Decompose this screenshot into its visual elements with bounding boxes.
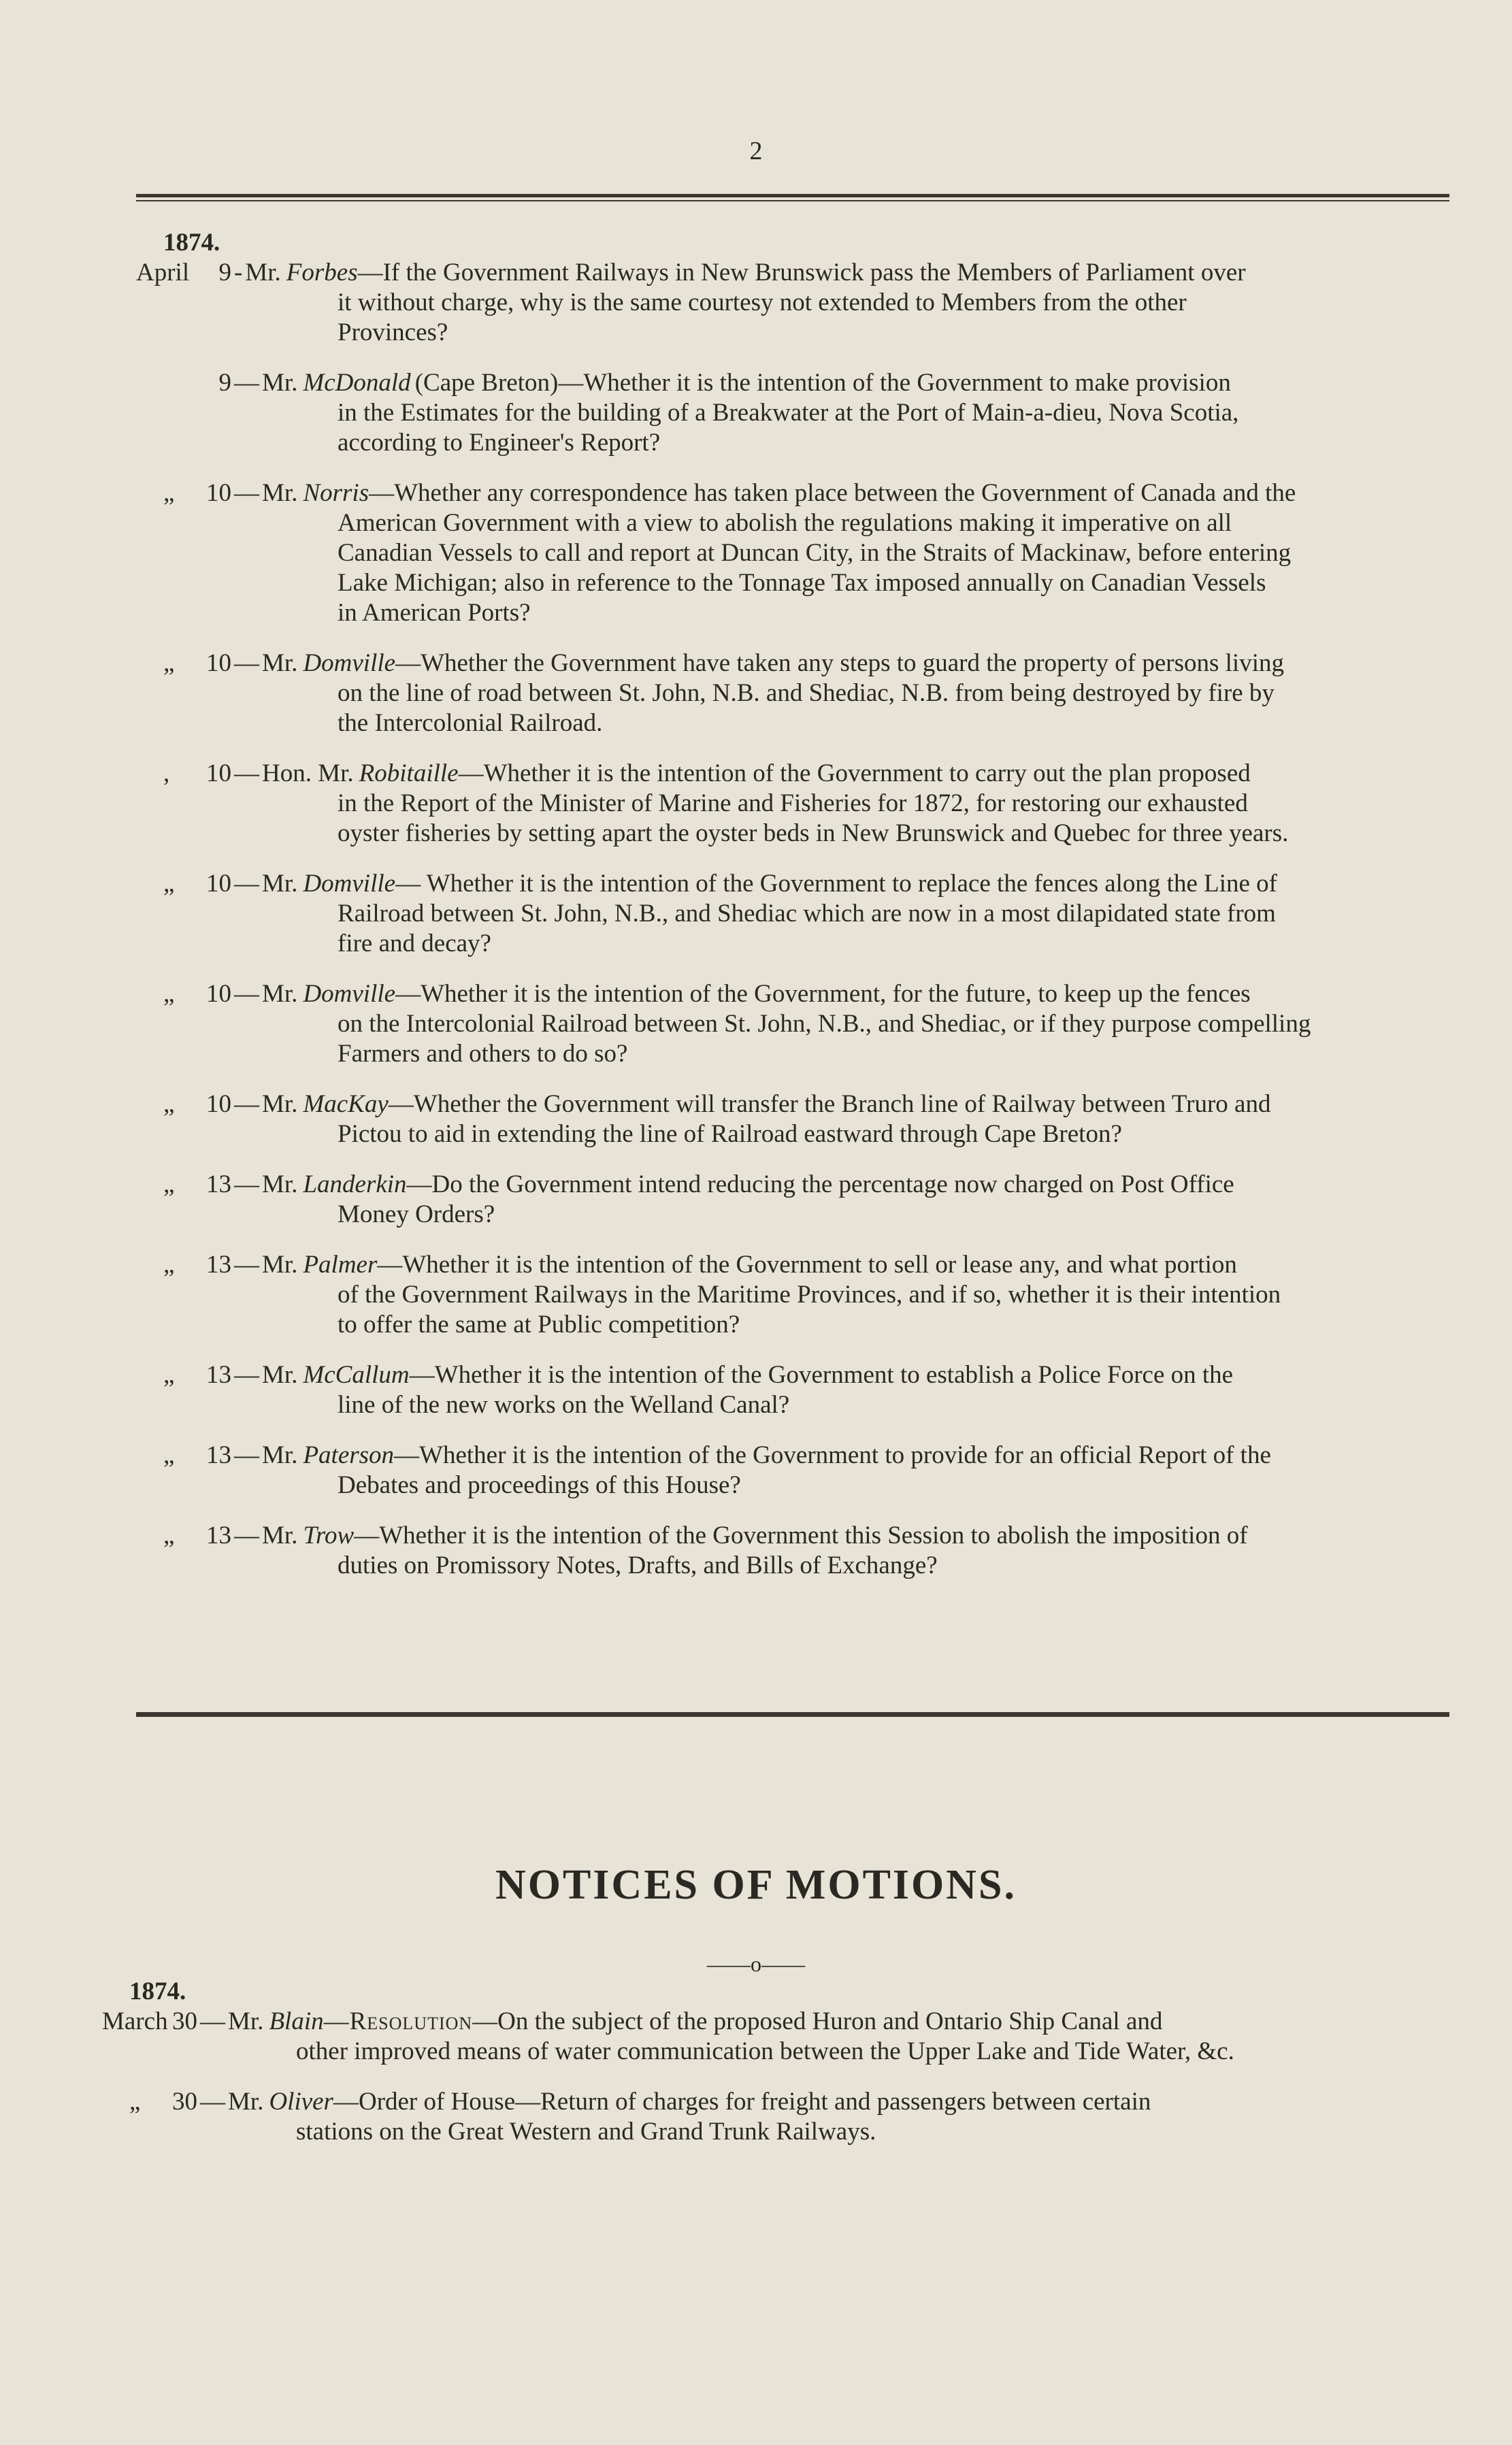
motions-list <box>102 1977 1419 2167</box>
entry-dash: — <box>234 649 259 677</box>
entry-text-line: —Whether it is the intention of the Government to carry out the plan proposed <box>458 759 1251 787</box>
entry-head <box>102 2087 1419 2117</box>
entry-day: 10 <box>206 479 231 507</box>
member-name: Domville <box>303 980 396 1008</box>
member-title: Mr. <box>262 1090 298 1118</box>
entry-dash: — <box>234 1522 259 1549</box>
entry-head <box>136 258 1453 288</box>
section-rule <box>136 1709 1449 1717</box>
member-title: Mr. <box>262 1441 298 1469</box>
entry <box>136 759 1453 849</box>
entry-text-line: on the line of road between St. John, N.B. and Shediac, N.B. from being destroyed by fire by <box>338 679 1275 707</box>
entry-month: „ <box>163 870 175 898</box>
member-name: Robitaille <box>359 759 459 787</box>
member-name: Oliver <box>269 2088 333 2116</box>
member-title: Hon. Mr. <box>262 759 354 787</box>
entry-day: 10 <box>206 759 231 787</box>
member-title: Mr. <box>245 259 281 286</box>
entry-month: „ <box>129 2088 141 2116</box>
entry-dash: — <box>234 479 259 507</box>
entry-day: 9 <box>218 369 231 397</box>
member-title: Mr. <box>262 1251 298 1279</box>
entry <box>136 979 1453 1069</box>
member-title: Mr. <box>262 1361 298 1389</box>
entry-day: 13 <box>206 1361 231 1389</box>
member-title: Mr. <box>262 1170 298 1198</box>
entry-month: „ <box>163 1361 175 1389</box>
entry-head <box>136 979 1453 1009</box>
entry-dash: — <box>234 759 259 787</box>
member-title: Mr. <box>228 2007 264 2035</box>
entry-day: 30 <box>172 2088 197 2116</box>
member-name: Norris <box>303 479 369 507</box>
member-constituency: (Cape Breton) <box>414 369 559 397</box>
entry-text-line: —Whether it is the intention of the Government to provide for an official Report of the <box>394 1441 1271 1469</box>
entry-month: „ <box>163 1170 175 1198</box>
entry-text-line: Money Orders? <box>338 1200 495 1228</box>
entry-head <box>136 368 1453 398</box>
entry-head <box>136 1170 1453 1200</box>
entry-dash: — <box>234 1441 259 1469</box>
entry <box>136 1170 1453 1230</box>
entry <box>136 649 1453 738</box>
entry-dash: — <box>234 870 259 898</box>
entry-text-line: oyster fisheries by setting apart the oyster beds in New Brunswick and Quebec for three years. <box>338 819 1289 847</box>
entry-text-line: Farmers and others to do so? <box>338 1040 628 1068</box>
page-number: 2 <box>749 137 763 165</box>
entry-text-line: of the Government Railways in the Maritime Provinces, and if so, whether it is their intention <box>338 1281 1281 1309</box>
member-name: Domville <box>303 870 396 898</box>
entry-text-line: American Government with a view to abolish the regulations making it imperative on all <box>338 509 1232 537</box>
entry <box>136 869 1453 959</box>
entry <box>136 1441 1453 1500</box>
entry-dash: — <box>234 369 259 397</box>
entry-text-line: duties on Promissory Notes, Drafts, and Bills of Exchange? <box>338 1552 938 1579</box>
entry-month: „ <box>163 479 175 507</box>
entry-text-line: —On the subject of the proposed Huron and Ontario Ship Canal and <box>472 2007 1163 2035</box>
entry-text-line: line of the new works on the Welland Canal? <box>338 1391 790 1419</box>
entry-text-line: —Whether it is the intention of the Government to sell or lease any, and what portion <box>377 1251 1237 1279</box>
entry-text-line: the Intercolonial Railroad. <box>338 709 603 737</box>
entry-text-line: fire and decay? <box>338 930 491 957</box>
entry-head <box>136 1521 1453 1551</box>
entry <box>136 1089 1453 1149</box>
entry-text-line: —Whether the Government have taken any steps to guard the property of persons living <box>395 649 1284 677</box>
entry-month: March <box>102 2007 168 2035</box>
entry <box>136 478 1453 628</box>
entry-text-line: Pictou to aid in extending the line of Railroad eastward through Cape Breton? <box>338 1120 1122 1148</box>
member-name: Landerkin <box>303 1170 407 1198</box>
entry-head <box>136 1250 1453 1280</box>
member-name: Palmer <box>303 1251 378 1279</box>
entry-day: 13 <box>206 1170 231 1198</box>
member-title: Mr. <box>262 649 298 677</box>
entry-head <box>136 869 1453 899</box>
member-name: Forbes <box>286 259 358 286</box>
entry-text-line: —Whether the Government will transfer the Branch line of Railway between Truro and <box>388 1090 1271 1118</box>
entry-text-line: Canadian Vessels to call and report at Duncan City, in the Straits of Mackinaw, before entering <box>338 539 1292 567</box>
entry-text-line: according to Engineer's Report? <box>338 429 661 457</box>
entry-day: 10 <box>206 870 231 898</box>
entry-text-line: Railroad between St. John, N.B., and Shediac which are now in a most dilapidated state from <box>338 900 1276 928</box>
entry-text-line: to offer the same at Public competition? <box>338 1311 740 1339</box>
entry <box>136 368 1453 458</box>
entry-head <box>136 1089 1453 1119</box>
entry <box>136 1521 1453 1581</box>
entry <box>136 1250 1453 1340</box>
entry-text-line: —Whether any correspondence has taken place between the Government of Canada and the <box>369 479 1296 507</box>
entry <box>136 1360 1453 1420</box>
entry <box>102 2087 1419 2147</box>
entry-day: 10 <box>206 649 231 677</box>
member-title: Mr. <box>262 980 298 1008</box>
entry <box>102 2007 1419 2067</box>
entry-head <box>102 2007 1419 2037</box>
entry-month: „ <box>163 1251 175 1279</box>
entry-day: 10 <box>206 1090 231 1118</box>
entry-text-line: —Whether it is the intention of the Government this Session to abolish the imposition of <box>354 1522 1248 1549</box>
member-name: Domville <box>303 649 396 677</box>
entry-day: 13 <box>206 1441 231 1469</box>
entry-month: „ <box>163 1522 175 1549</box>
entry-text-line: —Do the Government intend reducing the percentage now charged on Post Office <box>406 1170 1234 1198</box>
entry-dash: — <box>234 1251 259 1279</box>
entry-text-line: —If the Government Railways in New Brunswick pass the Members of Parliament over <box>357 259 1246 286</box>
entry-month: „ <box>163 1441 175 1469</box>
member-title: Mr. <box>262 1522 298 1549</box>
entry-dash: — <box>234 1170 259 1198</box>
entry-month: , <box>163 759 170 787</box>
entry-text-line: —Whether it is the intention of the Government, for the future, to keep up the fences <box>395 980 1251 1008</box>
motion-type: —Resolution <box>323 2007 473 2035</box>
motions-heading: NOTICES OF MOTIONS. <box>495 1862 1017 1908</box>
top-rule <box>136 194 1449 201</box>
member-name: McDonald <box>303 369 411 397</box>
entry-text-line: —Whether it is the intention of the Government to establish a Police Force on the <box>409 1361 1234 1389</box>
questions-year: 1874. <box>163 229 220 257</box>
member-name: McCallum <box>303 1361 410 1389</box>
entry-dash: — <box>234 1090 259 1118</box>
member-title: Mr. <box>262 369 298 397</box>
entry-text-line: in the Report of the Minister of Marine and Fisheries for 1872, for restoring our exhausted <box>338 789 1248 817</box>
entry-dash: — <box>234 980 259 1008</box>
member-title: Mr. <box>228 2088 264 2116</box>
member-name: Trow <box>303 1522 355 1549</box>
entry-text-line: it without charge, why is the same courtesy not extended to Members from the other <box>338 289 1187 316</box>
entry-dash: - <box>234 259 243 286</box>
entry <box>136 258 1453 348</box>
entry-head <box>136 1441 1453 1471</box>
member-title: Mr. <box>262 479 298 507</box>
member-name: MacKay <box>303 1090 389 1118</box>
entry-month: „ <box>163 980 175 1008</box>
entry-dash: — <box>200 2088 225 2116</box>
entry-text-line: Debates and proceedings of this House? <box>338 1471 741 1499</box>
entry-month: „ <box>163 649 175 677</box>
entry-head <box>136 649 1453 678</box>
entry-dash: — <box>234 1361 259 1389</box>
entry-text-line: Provinces? <box>338 318 448 346</box>
entry-text-line: other improved means of water communication between the Upper Lake and Tide Water, &c. <box>296 2037 1234 2065</box>
member-name: Paterson <box>303 1441 395 1469</box>
entry-head <box>136 478 1453 508</box>
entry-text-line: stations on the Great Western and Grand Trunk Railways. <box>296 2118 876 2146</box>
entry-text-line: —Order of House—Return of charges for freight and passengers between certain <box>333 2088 1151 2116</box>
entry-head <box>136 759 1453 789</box>
entry-day: 30 <box>172 2007 197 2035</box>
entry-head <box>136 1360 1453 1390</box>
entry-day: 13 <box>206 1251 231 1279</box>
entry-day: 10 <box>206 980 231 1008</box>
entry-day: 13 <box>206 1522 231 1549</box>
entry-dash: — <box>200 2007 225 2035</box>
entry-text-line: in the Estimates for the building of a Breakwater at the Port of Main-a-dieu, Nova Scotia, <box>338 399 1239 427</box>
member-name: Blain <box>269 2007 324 2035</box>
member-title: Mr. <box>262 870 298 898</box>
entry-text-line: in American Ports? <box>338 599 531 627</box>
entry-text-line: Lake Michigan; also in reference to the Tonnage Tax imposed annually on Canadian Vessels <box>338 569 1266 597</box>
motions-year: 1874. <box>129 1978 186 2005</box>
ornament: ——o—— <box>707 1952 805 1976</box>
entry-day: 9 <box>218 259 231 286</box>
questions-list <box>136 228 1453 1601</box>
entry-text-line: —Whether it is the intention of the Government to make provision <box>558 369 1231 397</box>
entry-text-line: — Whether it is the intention of the Government to replace the fences along the Line of <box>395 870 1278 898</box>
entry-month: „ <box>163 1090 175 1118</box>
entry-month: April <box>136 259 190 286</box>
entry-text-line: on the Intercolonial Railroad between St. John, N.B., and Shediac, or if they purpose compelling <box>338 1010 1311 1038</box>
